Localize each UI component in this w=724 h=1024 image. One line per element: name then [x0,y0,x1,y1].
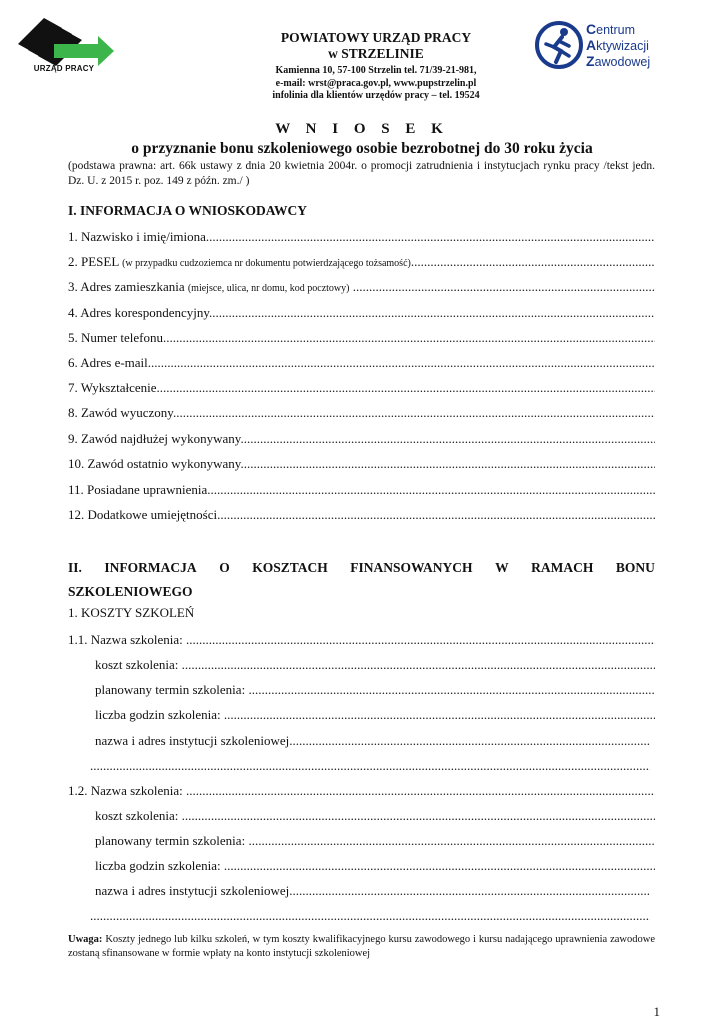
training2-cost[interactable]: koszt szkolenia: ..... [95,807,655,825]
training1-hours[interactable]: liczba godzin szkolenia: ..... [95,706,655,724]
field-address[interactable]: 3. Adres zamieszkania (miejsce, ulica, nr domu, kod pocztowy) ..... [68,278,655,296]
training2-name[interactable]: 1.2. Nazwa szkolenia: ..... [68,782,655,800]
office-header [230,30,522,103]
logo-cak [534,20,674,70]
document-title: W N I O S E K [275,121,449,137]
costs-heading: 1. KOSZTY SZKOLEŃ [68,605,195,620]
training2-hours[interactable]: liczba godzin szkolenia: ..... [95,857,655,875]
field-last-profession[interactable]: 10. Zawód ostatnio wykonywany ..... [68,455,655,473]
training1-cost[interactable]: koszt szkolenia: ..... [95,656,655,674]
note-label: Uwaga: [68,934,103,945]
training1-name[interactable]: 1.1. Nazwa szkolenia: ..... [68,631,655,649]
contact-hotline: infolinia dla klientów urzędów pracy – tel. 19524 [272,90,480,101]
field-name[interactable]: 1. Nazwisko i imię/imiona ..... [68,228,655,246]
training2-term[interactable]: planowany termin szkolenia: ..... [95,832,655,850]
field-education[interactable]: 7. Wykształcenie ..... [68,379,655,397]
training1-term[interactable]: planowany termin szkolenia: ..... [95,681,655,699]
cak-wordmark: Centrum Aktywizacji Zawodowej [586,21,651,69]
runner-icon [534,20,584,70]
contact-address: Kamienna 10, 57-100 Strzelin tel. 71/39-21-981, [275,65,477,76]
logo-cards-icon [14,14,122,66]
training2-institution-line2[interactable] [90,907,650,925]
office-name: POWIATOWY URZĄD PRACY [280,30,472,45]
field-pesel[interactable]: 2. PESEL (w przypadku cudzoziemca nr dokumentu potwierdzającego tożsamość) ..... [68,253,655,271]
training1-institution[interactable]: nazwa i adres instytucji szkoleniowej ..... [95,732,650,750]
contact-email: e-mail: wrst@praca.gov.pl, www.pupstrzelin.pl [275,77,477,89]
document-subtitle: o przyznanie bonu szkoleniowego osobie bezrobotnej do 30 roku życia [131,140,593,157]
section2-heading: II. INFORMACJA O KOSZTACH FINANSOWANYCH W RAMACH BONU SZKOLENIOWEGO [68,560,655,599]
logo-urzad-pracy [14,14,122,76]
section1-heading: I. INFORMACJA O WNIOSKODAWCY [68,203,308,218]
field-email[interactable]: 6. Adres e-mail ..... [68,354,655,372]
office-city: w STRZELINIE [328,46,424,61]
note [68,933,655,961]
field-learned-profession[interactable]: 8. Zawód wyuczony ..... [68,404,655,422]
office-contact [230,65,522,103]
note-text: Koszty jednego lub kilku szkoleń, w tym koszty kwalifikacyjnego kursu zawodowego i kursu nadającego uprawnienia zawodowe zostaną sfinansowane w formie wpłaty na konto instytucji szkoleniowej [68,934,655,959]
training1-institution-line2[interactable] [90,757,650,775]
field-longest-profession[interactable]: 9. Zawód najdłużej wykonywany ..... [68,430,655,448]
field-correspondence-address[interactable]: 4. Adres korespondencyjny ..... [68,304,655,322]
field-phone[interactable]: 5. Numer telefonu ..... [68,329,655,347]
training2-institution[interactable]: nazwa i adres instytucji szkoleniowej ..... [95,882,650,900]
field-qualifications[interactable]: 11. Posiadane uprawnienia ..... [68,481,655,499]
legal-basis: (podstawa prawna: art. 66k ustawy z dnia 20 kwietnia 2004r. o promocji zatrudnienia i instytucjach rynku pracy /tekst jedn. Dz. U. z 2015 r. poz. 149 z późn. zm./ ) [68,160,655,187]
page-number: 1 [653,1004,660,1019]
field-additional-skills[interactable]: 12. Dodatkowe umiejętności ..... [68,506,655,524]
logo-caption: URZĄD PRACY [33,64,95,73]
